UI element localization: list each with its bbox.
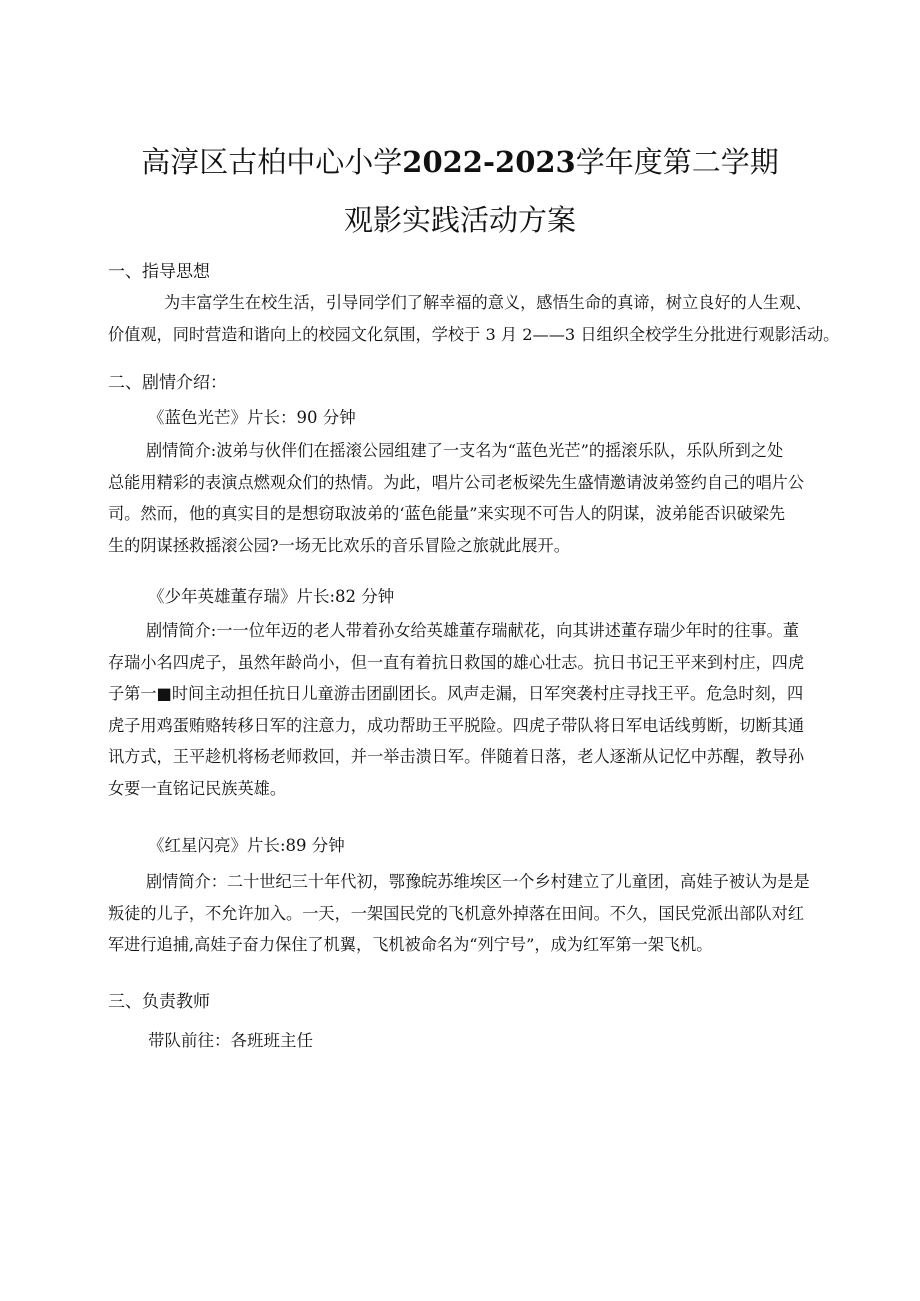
film-synopsis <box>108 866 840 961</box>
paragraph-line: 讯方式，王平趁机将杨老师救回，并一举击溃日军。伴随着日落，老人逐渐从记忆中苏醒，教导孙 <box>108 747 805 766</box>
film-title: 《蓝色光芒》片长：90 分钟 <box>148 408 356 427</box>
paragraph-line: 军进行追捕,高娃子奋力保住了机翼，飞机被命名为“列宁号”，成为红军第一架飞机。 <box>108 935 713 954</box>
paragraph-line: 子第一■时间主动担任抗日儿童游击团副团长。风声走漏，日军突袭村庄寻找王平。危急时刻，四 <box>108 684 804 703</box>
document-title-line2: 观影实践活动方案 <box>343 203 576 237</box>
section-heading-guiding-thought: 一、指导思想 <box>108 262 210 282</box>
film-synopsis <box>108 615 840 804</box>
title-school: 高淳区古柏中心小学 <box>141 145 403 179</box>
section-heading-plot-intro: 二、剧情介绍： <box>108 373 227 393</box>
paragraph-line: 存瑞小名四虎子，虽然年龄尚小，但一直有着抗日救国的雄心壮志。抗日书记王平来到村庄，四虎 <box>108 652 805 672</box>
teacher-assignment: 带队前往：各班班主任 <box>148 1031 313 1050</box>
paragraph-line: 价值观，同时营造和谐向上的校园文化氛围，学校于 3 月 2——3 日组织全校学生分批进行观影活动。 <box>108 324 840 344</box>
section1-paragraph <box>108 287 840 350</box>
paragraph-line: 生的阴谋拯救摇滚公园?一场无比欢乐的音乐冒险之旅就此展开。 <box>108 535 570 555</box>
paragraph-line: 剧情简介:波弟与伙伴们在摇滚公园组建了一支名为“蓝色光芒”的摇滚乐队，乐队所到之处 <box>146 441 784 460</box>
paragraph-line: 剧情简介:一一位年迈的老人带着孙女给英雄董存瑞献花，向其讲述董存瑞少年时的往事。董 <box>146 621 799 640</box>
paragraph-line: 总能用精彩的表演点燃观众们的热情。为此，唱片公司老板梁先生盛情邀请波弟签约自己的唱片公 <box>108 472 805 492</box>
title-term: 学年度第二学期 <box>575 145 779 179</box>
paragraph-line: 叛徒的儿子，不允许加入。一天，一架国民党的飞机意外掉落在田间。不久，国民党派出部队对红 <box>108 903 805 923</box>
film-synopsis <box>108 435 840 561</box>
film-title: 《少年英雄董存瑞》片长:82 分钟 <box>148 587 395 606</box>
paragraph-line: 剧情简介：二十世纪三十年代初，鄂豫皖苏维埃区一个乡村建立了儿童团，高娃子被认为是是 <box>146 872 810 891</box>
document-title-line1 <box>0 140 920 181</box>
film-title: 《红星闪亮》片长:89 分钟 <box>148 836 345 855</box>
paragraph-line: 女要一直铭记民族英雄。 <box>108 778 287 798</box>
paragraph-line: 司。然而，他的真实目的是想窃取波弟的‘蓝色能量”来实现不可告人的阴谋，波弟能否识破梁先 <box>108 504 786 523</box>
title-year: 2022-2023 <box>402 145 576 179</box>
paragraph-line: 为丰富学生在校生活，引导同学们了解幸福的意义，感悟生命的真谛，树立良好的人生观、 <box>164 293 812 312</box>
section-heading-responsible-teacher: 三、负责教师 <box>108 992 210 1012</box>
paragraph-line: 虎子用鸡蛋贿赂转移日军的注意力，成功帮助王平脱险。四虎子带队将日军电话线剪断，切断其通 <box>108 715 805 735</box>
